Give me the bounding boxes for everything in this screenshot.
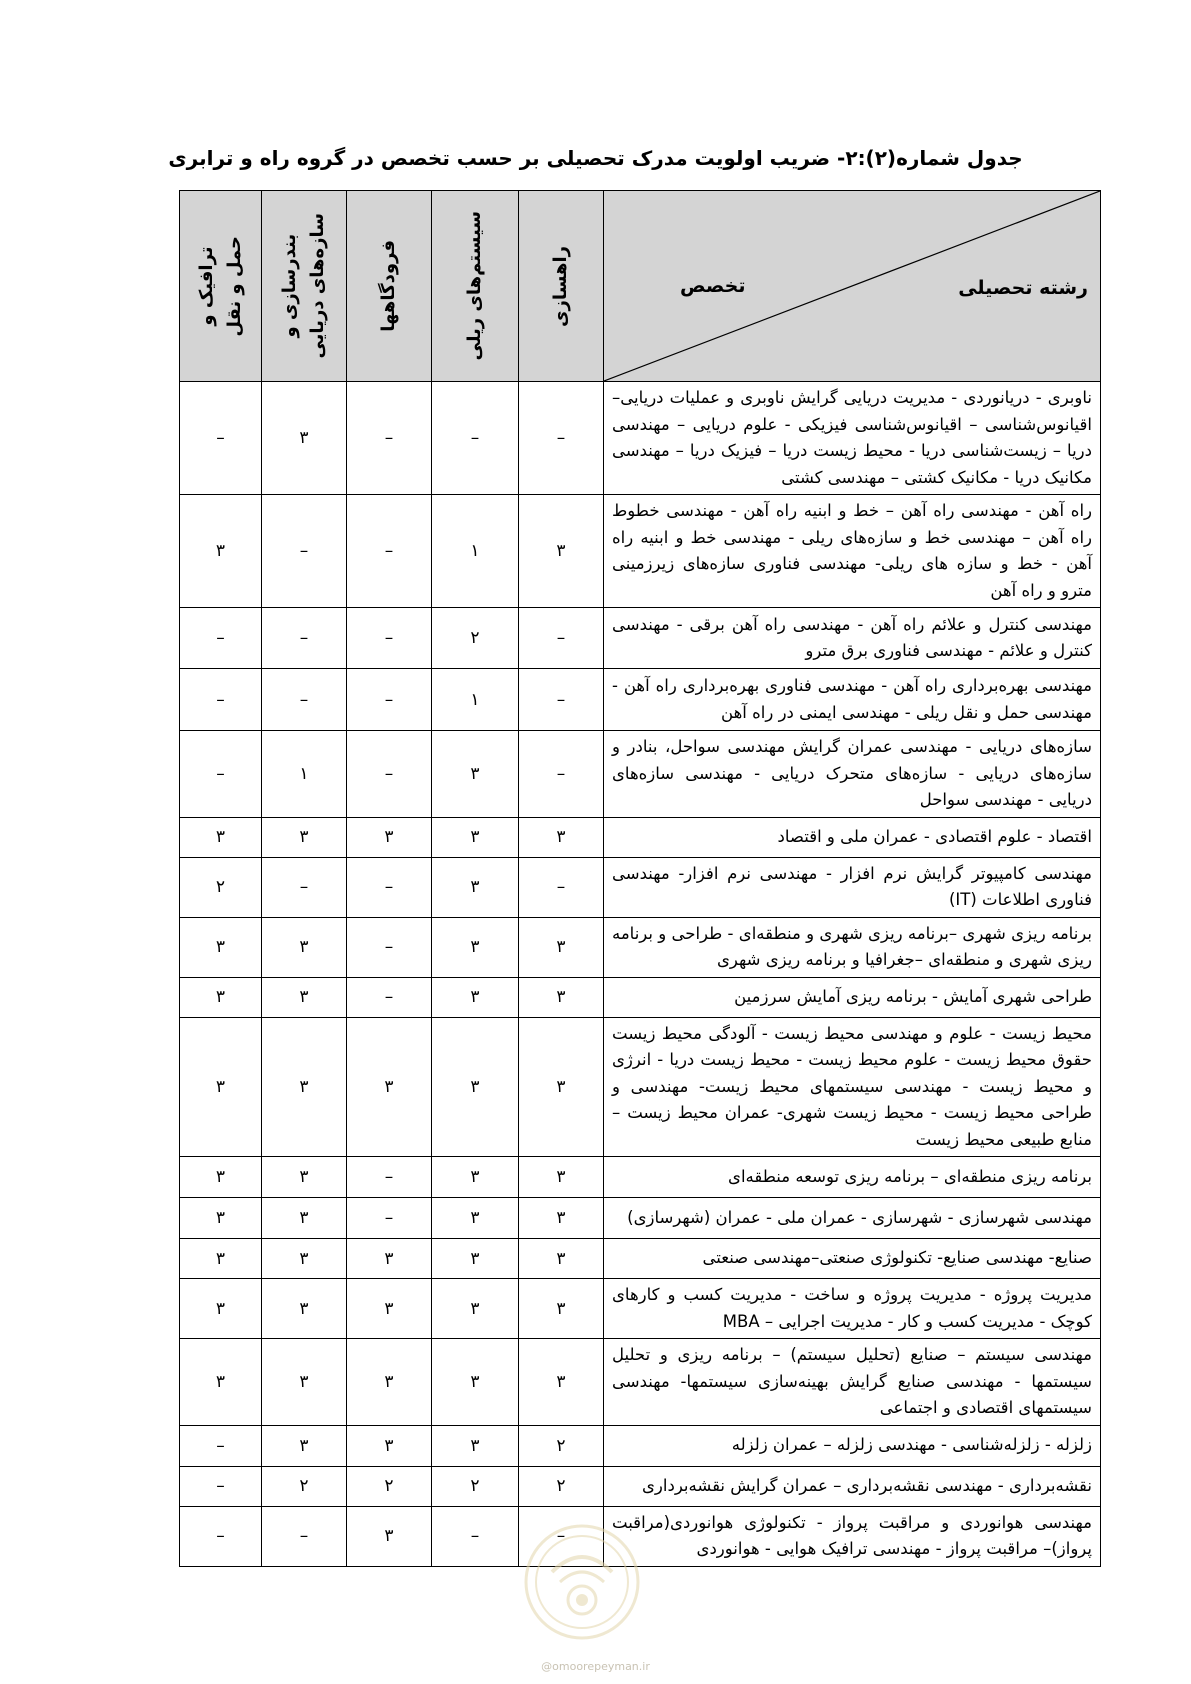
field-cell: برنامه ریزی شهری –برنامه ریزی شهری و منطقه‌ای - طراحی و برنامه ریزی شهری و منطقه‌ای –جغرافیا و برنامه ریزی شهری bbox=[604, 917, 1101, 977]
value-cell-airports: ۳ bbox=[347, 817, 432, 857]
value-cell-ports: ۳ bbox=[262, 1425, 347, 1466]
value-cell-road: ۳ bbox=[519, 817, 604, 857]
value-cell-airports: – bbox=[347, 669, 432, 731]
value-cell-road: ۳ bbox=[519, 1239, 604, 1279]
value-cell-rail: – bbox=[432, 382, 519, 495]
value-cell-ports: ۳ bbox=[262, 1017, 347, 1157]
value-cell-traffic: ۳ bbox=[180, 1198, 262, 1239]
value-cell-road: ۲ bbox=[519, 1466, 604, 1506]
value-cell-road: ۳ bbox=[519, 1279, 604, 1339]
field-cell: مهندسی بهره‌برداری راه آهن - مهندسی فناوری بهره‌برداری راه آهن - مهندسی حمل و نقل ریلی - مهندسی ایمنی در راه آهن bbox=[604, 669, 1101, 731]
field-cell: صنایع- مهندسی صنایع- تکنولوژی صنعتی–مهندسی صنعتی bbox=[604, 1239, 1101, 1279]
table-row bbox=[180, 1157, 1101, 1198]
value-cell-airports: ۳ bbox=[347, 1425, 432, 1466]
value-cell-ports: ۳ bbox=[262, 917, 347, 977]
value-cell-rail: ۳ bbox=[432, 817, 519, 857]
value-cell-road: – bbox=[519, 382, 604, 495]
value-cell-airports: ۳ bbox=[347, 1017, 432, 1157]
field-cell: مهندسی کامپیوتر گرایش نرم افزار - مهندسی نرم افزار- مهندسی فناوری اطلاعات (IT) bbox=[604, 857, 1101, 917]
value-cell-ports: ۳ bbox=[262, 1339, 347, 1426]
field-cell: راه آهن - مهندسی راه آهن – خط و ابنیه راه آهن - مهندسی خطوط راه آهن – مهندسی خط و سازه‌های ریلی - مهندسی خط و ابنیه راه آهن - خط و سازه های ریلی- مهندسی فناوری سازه‌های زیرزمینی مترو و راه آهن bbox=[604, 495, 1101, 608]
table-row bbox=[180, 917, 1101, 977]
table-row bbox=[180, 382, 1101, 495]
header-field-specialty bbox=[604, 191, 1101, 382]
value-cell-ports: ۳ bbox=[262, 817, 347, 857]
value-cell-rail: – bbox=[432, 1506, 519, 1566]
value-cell-road: – bbox=[519, 857, 604, 917]
value-cell-airports: ۳ bbox=[347, 1239, 432, 1279]
field-cell: برنامه ریزی منطقه‌ای – برنامه ریزی توسعه منطقه‌ای bbox=[604, 1157, 1101, 1198]
value-cell-traffic: – bbox=[180, 731, 262, 818]
value-cell-traffic: ۳ bbox=[180, 495, 262, 608]
value-cell-rail: ۳ bbox=[432, 1425, 519, 1466]
value-cell-airports: – bbox=[347, 977, 432, 1017]
value-cell-ports: ۱ bbox=[262, 731, 347, 818]
value-cell-ports: – bbox=[262, 608, 347, 669]
value-cell-road: – bbox=[519, 1506, 604, 1566]
value-cell-road: ۳ bbox=[519, 1198, 604, 1239]
value-cell-traffic: – bbox=[180, 669, 262, 731]
value-cell-traffic: – bbox=[180, 1506, 262, 1566]
table-row bbox=[180, 1239, 1101, 1279]
value-cell-rail: ۳ bbox=[432, 1198, 519, 1239]
col-header-airports: فرودگاهها bbox=[347, 191, 432, 382]
value-cell-ports: ۳ bbox=[262, 1239, 347, 1279]
field-cell: مهندسی هوانوردی و مراقبت پرواز - تکنولوژی هوانوردی(مراقبت پرواز)– مراقبت پرواز - مهندسی ترافیک هوایی - هوانوردی bbox=[604, 1506, 1101, 1566]
value-cell-traffic: – bbox=[180, 1425, 262, 1466]
value-cell-rail: ۱ bbox=[432, 669, 519, 731]
field-label: رشته تحصیلی bbox=[958, 277, 1088, 299]
value-cell-rail: ۳ bbox=[432, 977, 519, 1017]
value-cell-airports: – bbox=[347, 857, 432, 917]
table-body bbox=[180, 382, 1101, 1567]
value-cell-ports: – bbox=[262, 495, 347, 608]
value-cell-road: ۳ bbox=[519, 977, 604, 1017]
field-cell: مهندسی سیستم – صنایع (تحلیل سیستم) – برنامه ریزی و تحلیل سیستمها - مهندسی صنایع گرایش بهینه‌سازی سیستمها- مهندسی سیستمهای اقتصادی و اجتماعی bbox=[604, 1339, 1101, 1426]
value-cell-traffic: ۳ bbox=[180, 977, 262, 1017]
value-cell-ports: ۳ bbox=[262, 1198, 347, 1239]
field-cell: نقشه‌برداری - مهندسی نقشه‌برداری – عمران گرایش نقشه‌برداری bbox=[604, 1466, 1101, 1506]
value-cell-ports: – bbox=[262, 669, 347, 731]
table-row bbox=[180, 857, 1101, 917]
field-cell: طراحی شهری آمایش - برنامه ریزی آمایش سرزمین bbox=[604, 977, 1101, 1017]
value-cell-rail: ۳ bbox=[432, 731, 519, 818]
value-cell-traffic: – bbox=[180, 382, 262, 495]
value-cell-rail: ۳ bbox=[432, 1279, 519, 1339]
value-cell-traffic: ۲ bbox=[180, 857, 262, 917]
field-cell: سازه‌های دریایی - مهندسی عمران گرایش مهندسی سواحل، بنادر و سازه‌های دریایی - سازه‌های متحرک دریایی - مهندسی سازه‌های دریایی - مهندسی سواحل bbox=[604, 731, 1101, 818]
specialty-label: تخصص bbox=[680, 275, 746, 297]
table-row bbox=[180, 1425, 1101, 1466]
value-cell-ports: – bbox=[262, 857, 347, 917]
value-cell-airports: – bbox=[347, 382, 432, 495]
priority-table bbox=[179, 190, 1101, 1567]
value-cell-rail: ۳ bbox=[432, 1017, 519, 1157]
header-row bbox=[180, 191, 1101, 382]
value-cell-airports: – bbox=[347, 608, 432, 669]
value-cell-road: – bbox=[519, 669, 604, 731]
value-cell-road: ۳ bbox=[519, 917, 604, 977]
table-row bbox=[180, 1017, 1101, 1157]
value-cell-traffic: ۳ bbox=[180, 917, 262, 977]
value-cell-rail: ۳ bbox=[432, 1157, 519, 1198]
field-cell: زلزله - زلزله‌شناسی - مهندسی زلزله – عمران زلزله bbox=[604, 1425, 1101, 1466]
value-cell-ports: – bbox=[262, 1506, 347, 1566]
field-cell: مهندسی شهرسازی - شهرسازی - عمران ملی - عمران (شهرسازی) bbox=[604, 1198, 1101, 1239]
table-row bbox=[180, 977, 1101, 1017]
value-cell-rail: ۲ bbox=[432, 608, 519, 669]
col-header-traffic: ترافیک و حمل و نقل bbox=[180, 191, 262, 382]
value-cell-rail: ۲ bbox=[432, 1466, 519, 1506]
table-row bbox=[180, 1279, 1101, 1339]
value-cell-road: ۳ bbox=[519, 1339, 604, 1426]
field-cell: اقتصاد - علوم اقتصادی - عمران ملی و اقتصاد bbox=[604, 817, 1101, 857]
value-cell-ports: ۳ bbox=[262, 382, 347, 495]
value-cell-airports: – bbox=[347, 1198, 432, 1239]
table-row bbox=[180, 817, 1101, 857]
value-cell-ports: ۳ bbox=[262, 977, 347, 1017]
col-header-road: راهسازی bbox=[519, 191, 604, 382]
value-cell-road: ۳ bbox=[519, 1157, 604, 1198]
value-cell-traffic: ۳ bbox=[180, 1279, 262, 1339]
value-cell-rail: ۳ bbox=[432, 1339, 519, 1426]
watermark-seal bbox=[522, 1522, 642, 1642]
value-cell-traffic: ۳ bbox=[180, 1017, 262, 1157]
value-cell-traffic: ۳ bbox=[180, 1157, 262, 1198]
value-cell-airports: ۳ bbox=[347, 1279, 432, 1339]
value-cell-airports: – bbox=[347, 731, 432, 818]
value-cell-traffic: – bbox=[180, 608, 262, 669]
value-cell-airports: – bbox=[347, 1157, 432, 1198]
value-cell-ports: ۳ bbox=[262, 1279, 347, 1339]
value-cell-traffic: ۳ bbox=[180, 817, 262, 857]
value-cell-airports: ۳ bbox=[347, 1506, 432, 1566]
value-cell-road: ۳ bbox=[519, 1017, 604, 1157]
value-cell-rail: ۳ bbox=[432, 917, 519, 977]
value-cell-airports: ۳ bbox=[347, 1339, 432, 1426]
table-row bbox=[180, 495, 1101, 608]
field-cell: مدیریت پروژه - مدیریت پروژه و ساخت - مدیریت کسب و کارهای کوچک - مدیریت کسب و کار - مدیریت اجرایی – MBA bbox=[604, 1279, 1101, 1339]
value-cell-ports: ۲ bbox=[262, 1466, 347, 1506]
table-row bbox=[180, 608, 1101, 669]
value-cell-airports: – bbox=[347, 917, 432, 977]
value-cell-airports: ۲ bbox=[347, 1466, 432, 1506]
value-cell-ports: ۳ bbox=[262, 1157, 347, 1198]
value-cell-traffic: ۳ bbox=[180, 1339, 262, 1426]
value-cell-airports: – bbox=[347, 495, 432, 608]
field-cell: محیط زیست - علوم و مهندسی محیط زیست - آلودگی محیط زیست حقوق محیط زیست - علوم محیط زیست - محیط زیست دریا - انرژی و محیط زیست - مهندسی سیستمهای محیط زیست- مهندسی و طراحی محیط زیست - محیط زیست شهری- عمران محیط زیست – منابع طبیعی محیط زیست bbox=[604, 1017, 1101, 1157]
field-cell: مهندسی کنترل و علائم راه آهن - مهندسی راه آهن برقی - مهندسی کنترل و علائم - مهندسی فناوری برق مترو bbox=[604, 608, 1101, 669]
table-row bbox=[180, 669, 1101, 731]
value-cell-road: ۲ bbox=[519, 1425, 604, 1466]
col-header-ports: بندرسازی و سازه‌های دریایی bbox=[262, 191, 347, 382]
value-cell-traffic: ۳ bbox=[180, 1239, 262, 1279]
value-cell-road: – bbox=[519, 731, 604, 818]
value-cell-road: – bbox=[519, 608, 604, 669]
table-row bbox=[180, 1198, 1101, 1239]
table-title: جدول شماره(۲):۲- ضریب اولویت مدرک تحصیلی بر حسب تخصص در گروه راه و ترابری bbox=[168, 146, 1023, 170]
table-row bbox=[180, 1466, 1101, 1506]
table-row bbox=[180, 731, 1101, 818]
value-cell-traffic: – bbox=[180, 1466, 262, 1506]
value-cell-road: ۳ bbox=[519, 495, 604, 608]
field-cell: ناوبری - دریانوردی - مدیریت دریایی گرایش ناوبری و عملیات دریایی– اقیانوس‌شناسی – اقیانوس‌شناسی فیزیکی - علوم دریایی – مهندسی دریا – زیست‌شناسی دریا - محیط زیست دریا – فیزیک دریا – مهندسی مکانیک دریا - مکانیک کشتی – مهندسی کشتی bbox=[604, 382, 1101, 495]
col-header-rail: سیستم‌های ریلی bbox=[432, 191, 519, 382]
value-cell-rail: ۱ bbox=[432, 495, 519, 608]
watermark-handle: @omoorepeyman.ir bbox=[541, 1660, 650, 1673]
value-cell-rail: ۳ bbox=[432, 1239, 519, 1279]
value-cell-rail: ۳ bbox=[432, 857, 519, 917]
table-row bbox=[180, 1339, 1101, 1426]
